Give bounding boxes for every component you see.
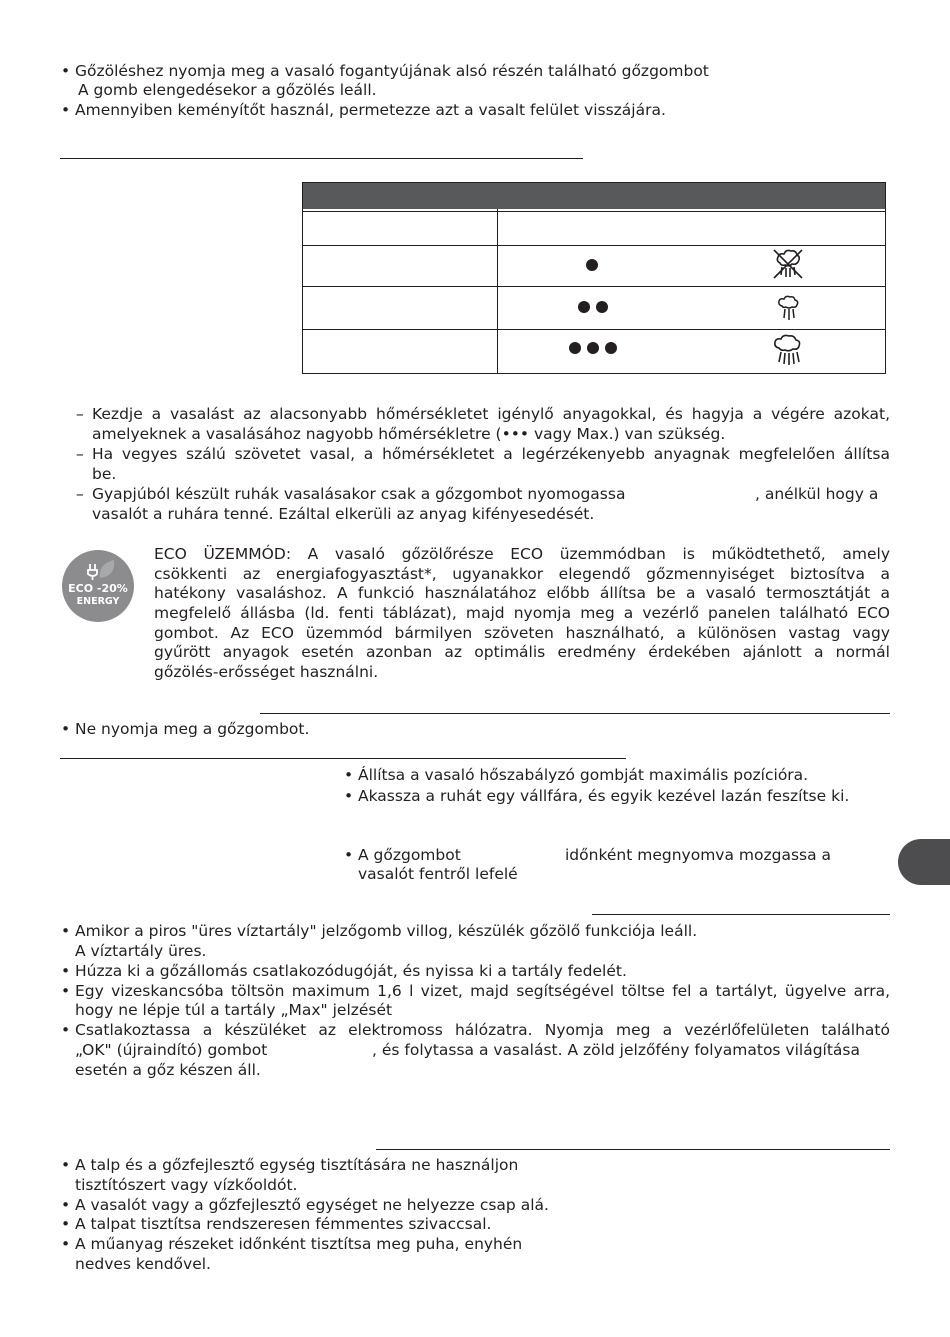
cleaning-instruction: • A vasalót vagy a gőzfejlesztő egységet ne helyezze csap alá. <box>75 1195 549 1215</box>
refill-instruction-cont: hogy ne lépje túl a tartály „Max" jelzését <box>75 1001 393 1019</box>
refill-instruction-cont: esetén a gőz készen áll. <box>75 1061 261 1079</box>
table-column-divider <box>497 209 498 373</box>
plug-leaf-icon <box>84 556 118 582</box>
temp-dot <box>605 342 617 354</box>
eco-text: ECO ÜZEMMÓD: A vasaló gőzölőrésze ECO üzemmódban is működtethető, amely <box>154 545 890 563</box>
section-rule <box>60 158 583 159</box>
refill-instruction: • Húzza ki a gőzállomás csatlakozódugóját, és nyissa ki a tartály fedelét. <box>75 961 627 981</box>
refill-instruction: • Egy vizeskancsóba töltsön maximum 1,6 l vizet, majd segítségével töltse fel a tartályt, ügyelve arra, <box>75 981 890 1001</box>
section-rule <box>260 713 890 714</box>
eco-text: gőzölés-erősséget használni. <box>154 663 379 681</box>
steam-medium-icon <box>775 293 803 323</box>
eco-badge-text: ECO -20% <box>68 582 128 595</box>
vertical-instruction-cont: vasalót fentről lefelé <box>358 865 518 883</box>
section-rule <box>60 758 626 759</box>
steam-instruction-cont: A gomb elengedésekor a gőzölés leáll. <box>78 81 377 99</box>
settings-table <box>302 182 886 374</box>
temp-dot <box>587 342 599 354</box>
no-steam-icon <box>771 247 805 281</box>
table-divider <box>303 286 885 287</box>
refill-instruction-cont: „OK" (újraindító) gombot <box>75 1041 268 1059</box>
eco-text: megfelelő állásba (ld. fenti táblázat), majd nyomja meg a vezérlő panelen található ECO <box>154 604 890 622</box>
cleaning-instruction-cont: nedves kendővel. <box>75 1255 211 1273</box>
refill-instruction: • Amikor a piros "üres víztartály" jelzőgomb villog, készülék gőzölő funkciója leáll. <box>75 921 697 941</box>
vertical-instruction-end: időnként megnyomva mozgassa a <box>565 846 832 864</box>
tip-mixed: – Ha vegyes szálú szövetet vasal, a hőmérsékletet a legérzékenyebb anyagnak megfelelően állítsa <box>92 444 890 464</box>
refill-instruction: • Csatlakoztassa a készüléket az elektromoss hálózatra. Nyomja meg a vezérlőfelületen található <box>75 1020 890 1040</box>
vertical-instruction: • Akassza a ruhát egy vállfára, és egyik kezével lazán feszítse ki. <box>358 786 849 806</box>
eco-text: gombot. Az ECO üzemmód bármilyen szöveten használható, a különösen vastag vagy <box>154 624 890 642</box>
tip-wool: – Gyapjúból készült ruhák vasalásakor csak a gőzgombot nyomogassa <box>92 484 625 504</box>
table-divider <box>303 211 885 212</box>
cleaning-instruction-cont: tisztítószert vagy vízkőoldót. <box>75 1176 298 1194</box>
cleaning-instruction: • A talp és a gőzfejlesztő egység tisztítására ne használjon <box>75 1155 518 1175</box>
dry-ironing-instruction: • Ne nyomja meg a gőzgombot. <box>75 719 309 739</box>
temp-dot <box>586 259 598 271</box>
tip-order-cont: amelyeknek a vasalásához nagyobb hőmérsékletre (••• vagy Max.) van szükség. <box>92 425 726 443</box>
steam-instruction: • Gőzöléshez nyomja meg a vasaló fogantyújának alsó részén található gőzgombot <box>75 61 709 81</box>
table-divider <box>303 329 885 330</box>
section-rule <box>376 1149 890 1150</box>
tip-mixed-cont: be. <box>92 465 117 483</box>
cleaning-instruction: • A talpat tisztítsa rendszeresen fémmentes szivaccsal. <box>75 1214 491 1234</box>
refill-instruction-cont: A víztartály üres. <box>75 942 207 960</box>
vertical-instruction: • A gőzgombot <box>358 845 461 865</box>
table-divider <box>303 245 885 246</box>
refill-instruction-cont: , és folytassa a vasalást. A zöld jelzőfény folyamatos világítása <box>372 1041 861 1059</box>
table-header <box>303 183 885 209</box>
chapter-tab <box>898 839 950 885</box>
eco-text: csökkenti az energiafogyasztást*, ugyanakkor elegendő gőzmennyiséget biztosítva a <box>154 565 890 583</box>
vertical-instruction: • Állítsa a vasaló hőszabályzó gombját maximális pozícióra. <box>358 765 808 785</box>
steam-max-icon <box>771 332 807 368</box>
eco-text: hatékony vasaláshoz. A funkció használatához előbb állítsa be a vasaló termosztátját a <box>154 584 890 602</box>
tip-order: – Kezdje a vasalást az alacsonyabb hőmérsékletet igénylő anyagokkal, és hagyja a végére azokat, <box>92 404 890 424</box>
eco-energy-badge <box>62 550 134 622</box>
temp-dot <box>596 301 608 313</box>
temp-dot <box>569 342 581 354</box>
eco-badge-subtext: ENERGY <box>76 596 120 607</box>
temp-dot <box>578 301 590 313</box>
starch-instruction: • Amennyiben keményítőt használ, permetezze azt a vasalt felület visszájára. <box>75 100 666 120</box>
cleaning-instruction: • A műanyag részeket időnként tisztítsa meg puha, enyhén <box>75 1234 522 1254</box>
eco-text: gyűrött anyagok esetén azonban az optimális eredmény érdekében ajánlott a normál <box>154 643 890 661</box>
tip-wool-cont: vasalót a ruhára tenné. Ezáltal elkerüli az anyag kifényesedését. <box>92 505 595 523</box>
section-rule <box>592 914 890 915</box>
tip-wool-end: , anélkül hogy a <box>755 485 879 503</box>
